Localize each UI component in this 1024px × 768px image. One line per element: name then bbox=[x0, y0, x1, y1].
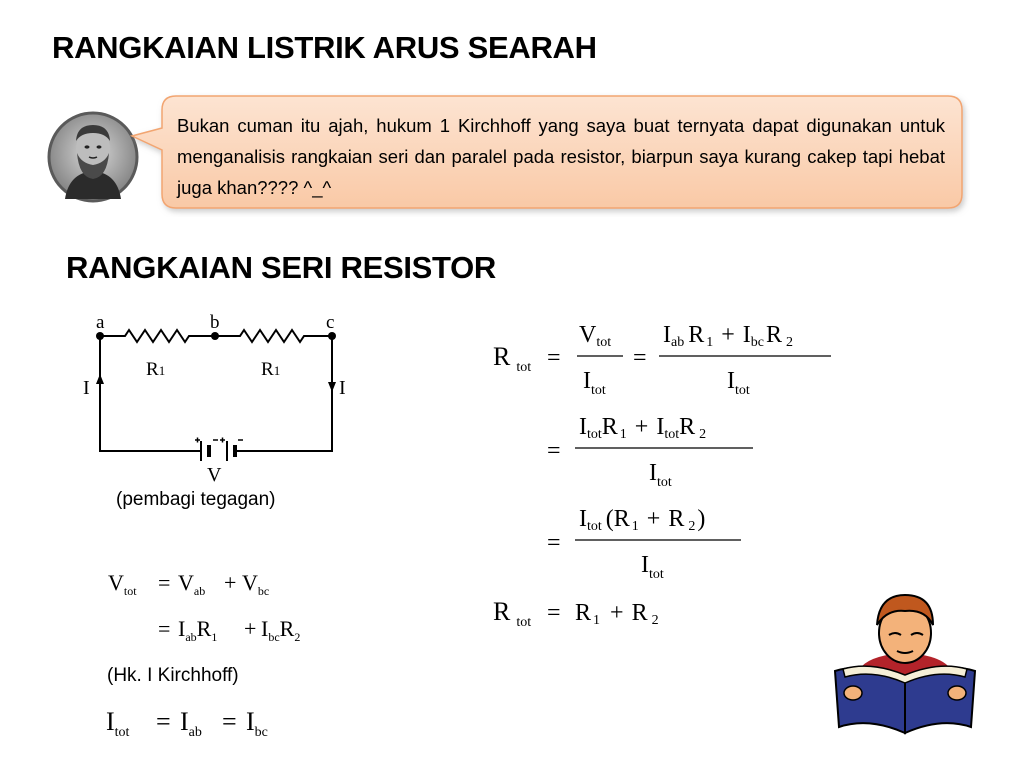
svg-text:Ibc: $I_{bc}$ bbox=[246, 707, 268, 740]
svg-text:Itot: $I_{tot}$ bbox=[583, 368, 606, 398]
svg-text:=: = bbox=[547, 530, 561, 556]
svg-text:=: = bbox=[156, 707, 171, 736]
svg-text:=: = bbox=[547, 600, 561, 626]
section-title: RANGKAIAN SERI RESISTOR bbox=[66, 250, 497, 285]
svg-text:Itot: $I_{tot}$ bbox=[641, 552, 664, 582]
svg-text:Rtot: R $_{tot}$ bbox=[493, 342, 532, 375]
total-resistance-derivation bbox=[485, 310, 845, 640]
current-label-left: I bbox=[83, 377, 90, 399]
page-title: RANGKAIAN LISTRIK ARUS SEARAH bbox=[52, 30, 597, 65]
svg-text:IabR1+IbcR2: Iab R 1 + IbcR 2 bbox=[663, 322, 794, 350]
node-c-label: c bbox=[326, 312, 335, 333]
student-reading-illustration bbox=[825, 585, 985, 745]
svg-text:Vtot: Vtot bbox=[579, 322, 612, 350]
node-c-dot bbox=[328, 332, 336, 340]
svg-text:=: = bbox=[547, 345, 561, 371]
svg-text:R1 bbox=[261, 359, 280, 380]
svg-text:Vbc: $V_{bc}$ bbox=[242, 570, 270, 598]
svg-text:Rtot: R $_{tot}$ bbox=[493, 597, 532, 630]
svg-text:Vtot: $V_{tot}$ bbox=[108, 570, 137, 598]
wire-right bbox=[236, 336, 332, 451]
svg-text:IabR1: $I_{ab}R_1$ bbox=[178, 616, 218, 644]
svg-text:=: = bbox=[158, 616, 171, 641]
node-a-dot bbox=[96, 332, 104, 340]
svg-text:=: = bbox=[547, 438, 561, 464]
svg-text:Vab: $V_{ab}$ bbox=[178, 570, 206, 598]
svg-text:R1 bbox=[146, 359, 165, 380]
speech-text: Bukan cuman itu ajah, hukum 1 Kirchhoff yang saya buat ternyata dapat digunakan untuk menganalisis rangkaian seri dan paralel pada resistor, biarpun saya kurang cakep tapi hebat juga khan???? ^_^ bbox=[177, 115, 945, 198]
svg-text:Itot: $I_{tot}$ bbox=[106, 707, 130, 740]
svg-text:=: = bbox=[158, 570, 171, 595]
circuit-caption: (pembagi tegagan) bbox=[116, 489, 276, 510]
svg-text:Itot: $I_{tot}$ bbox=[727, 368, 750, 398]
svg-text:=: = bbox=[633, 345, 647, 371]
svg-text:=: = bbox=[222, 707, 237, 736]
voltage-sum-equation bbox=[100, 568, 340, 648]
voltage-label: V bbox=[207, 464, 222, 486]
resistor-r2 bbox=[215, 330, 332, 342]
r1-label: R bbox=[146, 359, 159, 380]
r2-subscript: 1 bbox=[273, 363, 281, 378]
svg-text:+: + bbox=[224, 570, 237, 595]
svg-text:R1+R2: R 1 + R 2 bbox=[575, 600, 659, 628]
node-a-label: a bbox=[96, 312, 105, 333]
node-b-dot bbox=[211, 332, 219, 340]
svg-text:Itot: $I_{tot}$ bbox=[649, 460, 672, 490]
svg-text:+: + bbox=[244, 616, 257, 641]
svg-text:ItotR1+ItotR2: ItotR 1 + ItotR 2 bbox=[579, 414, 707, 442]
series-circuit-diagram bbox=[70, 308, 370, 488]
r1-subscript: 1 bbox=[158, 363, 166, 378]
current-label-right: I bbox=[339, 377, 346, 399]
svg-text:Itot(R1+R2): Itot (R 1 + R 2) bbox=[579, 506, 706, 534]
svg-text:IbcR2: $I_{bc}R_2$ bbox=[261, 616, 301, 644]
kirchhoff-portrait bbox=[47, 111, 139, 203]
r2-label: R bbox=[261, 359, 274, 380]
svg-text:Iab: $I_{ab}$ bbox=[180, 707, 202, 740]
current-equality-equation bbox=[100, 700, 300, 746]
resistor-r1 bbox=[100, 330, 215, 342]
current-arrow-up bbox=[96, 374, 104, 384]
node-b-label: b bbox=[210, 312, 220, 333]
wire-left bbox=[100, 336, 200, 451]
kirchhoff-caption: (Hk. I Kirchhoff) bbox=[107, 665, 239, 686]
current-arrow-down bbox=[328, 382, 336, 392]
